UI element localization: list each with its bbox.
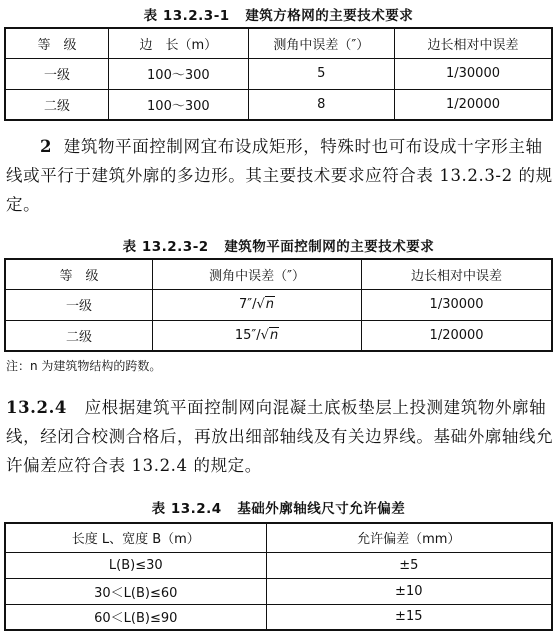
sqrt-icon: √	[260, 327, 269, 343]
table3-cell: 60＜L(B)≤90	[5, 604, 266, 630]
clause-text: 应根据建筑平面控制网向混凝土底板垫层上投测建筑物外廓轴线，经闭合校测合格后，再放出细部轴线及有关边界线。基础外廓轴线允许偏差应符合表 13.2.4 的规定。	[6, 398, 554, 475]
table1-caption	[0, 4, 557, 24]
table1	[4, 27, 553, 121]
table1-cell: 1/20000	[395, 89, 553, 120]
table3-caption-title: 基础外廓轴线尺寸允许偏差	[237, 501, 406, 517]
table3-cell: ±15	[266, 604, 552, 630]
paragraph-clause-13-2-4	[6, 393, 554, 480]
table3-cell: ±10	[266, 578, 552, 604]
table2-cell	[152, 320, 361, 351]
table1-header-cell: 边 长（m）	[109, 28, 248, 58]
table3-header-cell: 长度 L、宽度 B（m）	[5, 523, 266, 552]
table1-header-cell: 等 级	[5, 28, 109, 58]
angle-error-value: 7″/	[238, 297, 257, 312]
table3-header-cell: 允许偏差（mm）	[266, 523, 552, 552]
table2-note: 注：n 为建筑物结构的跨数。	[6, 359, 162, 373]
table2-header-row	[5, 259, 552, 289]
radicand: n	[265, 297, 275, 312]
table1-header-cell: 测角中误差（″）	[248, 28, 394, 58]
table2	[4, 258, 553, 352]
table-row	[5, 578, 552, 604]
table2-header-cell: 测角中误差（″）	[152, 259, 361, 289]
table2-cell: 一级	[5, 289, 152, 320]
table3	[4, 522, 553, 631]
angle-error-value: 15″/	[234, 327, 261, 343]
table-row	[5, 89, 552, 120]
table3-caption	[0, 497, 557, 517]
radicand: n	[269, 327, 279, 343]
table1-cell: 100～300	[109, 89, 248, 120]
table-row	[5, 604, 552, 630]
table-row	[5, 320, 552, 351]
table2-cell: 1/30000	[362, 289, 552, 320]
table1-cell: 8	[248, 89, 394, 120]
clause-number: 13.2.4	[6, 398, 68, 417]
table2-header-cell: 边长相对中误差	[362, 259, 552, 289]
table1-caption-title: 建筑方格网的主要技术要求	[245, 8, 414, 24]
clause-text: 建筑物平面控制网宜布设成矩形，特殊时也可布设成十字形主轴线或平行于建筑外廓的多边形。其主要技术要求应符合表 13.2.3-2 的规定。	[6, 137, 553, 214]
table2-caption-number: 表 13.2.3-2	[122, 239, 209, 255]
table2-header-cell: 等 级	[5, 259, 152, 289]
table-row	[5, 58, 552, 89]
table2-cell: 1/20000	[362, 320, 552, 351]
table1-cell: 二级	[5, 89, 109, 120]
table3-cell: L(B)≤30	[5, 552, 266, 578]
table2-cell	[152, 289, 361, 320]
table3-cell: 30＜L(B)≤60	[5, 578, 266, 604]
table1-cell: 一级	[5, 58, 109, 89]
table1-cell: 5	[248, 58, 394, 89]
clause-number: 2	[40, 137, 53, 156]
table-row	[5, 289, 552, 320]
table1-cell: 100～300	[109, 58, 248, 89]
table2-cell: 二级	[5, 320, 152, 351]
table-row	[5, 552, 552, 578]
table1-header-row	[5, 28, 552, 58]
table3-cell: ±5	[266, 552, 552, 578]
table3-header-row	[5, 523, 552, 552]
paragraph-clause-2	[6, 132, 554, 219]
table2-caption-title: 建筑物平面控制网的主要技术要求	[224, 239, 435, 255]
table1-header-cell: 边长相对中误差	[395, 28, 553, 58]
table1-cell: 1/30000	[395, 58, 553, 89]
table1-caption-number: 表 13.2.3-1	[143, 8, 230, 24]
sqrt-icon: √	[256, 297, 265, 312]
table2-caption	[0, 235, 557, 255]
table3-caption-number: 表 13.2.4	[151, 501, 222, 517]
